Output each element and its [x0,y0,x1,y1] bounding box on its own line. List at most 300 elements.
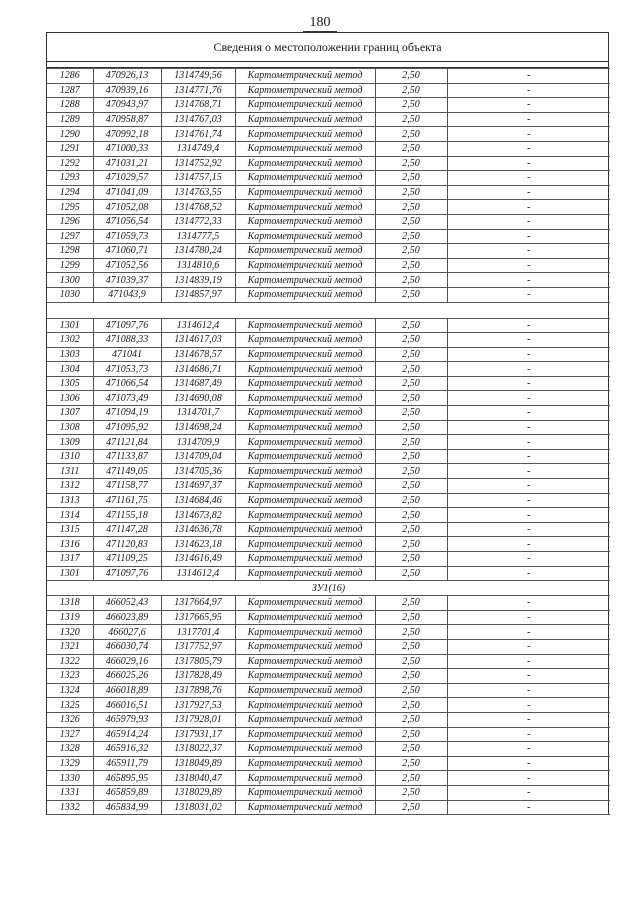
method-cell: Картометрический метод [235,229,375,244]
table-row [47,127,610,142]
method-cell: Картометрический метод [235,464,375,479]
accuracy-cell: 2,50 [375,537,447,552]
method-cell: Картометрический метод [235,273,375,288]
x-coordinate-cell: 471056,54 [93,214,161,229]
method-cell: Картометрический метод [235,698,375,713]
point-number-cell: 1297 [47,229,93,244]
table-row [47,479,610,494]
description-cell: - [447,508,610,523]
y-coordinate-cell: 1314777,5 [161,229,235,244]
description-cell: - [447,287,610,302]
accuracy-cell: 2,50 [375,214,447,229]
y-coordinate-cell: 1314673,82 [161,508,235,523]
accuracy-cell: 2,50 [375,185,447,200]
x-coordinate-cell: 471041 [93,347,161,362]
accuracy-cell: 2,50 [375,596,447,611]
accuracy-cell: 2,50 [375,698,447,713]
description-cell: - [447,785,610,800]
method-cell: Картометрический метод [235,654,375,669]
point-number-cell: 1300 [47,273,93,288]
table-row [47,171,610,186]
description-cell: - [447,391,610,406]
table-row [47,625,610,640]
description-cell: - [447,318,610,333]
y-coordinate-cell: 1317664,97 [161,596,235,611]
x-coordinate-cell: 471095,92 [93,420,161,435]
x-coordinate-cell: 471097,76 [93,566,161,581]
y-coordinate-cell: 1314697,37 [161,479,235,494]
point-number-cell: 1301 [47,566,93,581]
x-coordinate-cell: 471052,56 [93,258,161,273]
accuracy-cell: 2,50 [375,522,447,537]
y-coordinate-cell: 1317931,17 [161,727,235,742]
x-coordinate-cell: 471097,76 [93,318,161,333]
point-number-cell: 1331 [47,785,93,800]
section-label-row [47,581,610,596]
accuracy-cell: 2,50 [375,654,447,669]
method-cell: Картометрический метод [235,333,375,348]
accuracy-cell: 2,50 [375,742,447,757]
point-number-cell: 1313 [47,493,93,508]
y-coordinate-cell: 1314763,55 [161,185,235,200]
accuracy-cell: 2,50 [375,464,447,479]
x-coordinate-cell: 471066,54 [93,376,161,391]
x-coordinate-cell: 466052,43 [93,596,161,611]
method-cell: Картометрический метод [235,406,375,421]
table-row [47,200,610,215]
section-label: ЗУ1(16) [47,581,610,596]
point-number-cell: 1301 [47,318,93,333]
point-number-cell: 1320 [47,625,93,640]
description-cell: - [447,273,610,288]
y-coordinate-cell: 1314678,57 [161,347,235,362]
accuracy-cell: 2,50 [375,273,447,288]
description-cell: - [447,566,610,581]
point-number-cell: 1327 [47,727,93,742]
table-row [47,771,610,786]
table-row [47,376,610,391]
accuracy-cell: 2,50 [375,493,447,508]
description-cell: - [447,406,610,421]
table-row [47,610,610,625]
table-row [47,435,610,450]
accuracy-cell: 2,50 [375,800,447,815]
table-row [47,537,610,552]
method-cell: Картометрический метод [235,69,375,84]
accuracy-cell: 2,50 [375,566,447,581]
y-coordinate-cell: 1314749,56 [161,69,235,84]
description-cell: - [447,742,610,757]
table-row [47,508,610,523]
table-row [47,112,610,127]
accuracy-cell: 2,50 [375,112,447,127]
x-coordinate-cell: 466018,89 [93,683,161,698]
table-row [47,83,610,98]
point-number-cell: 1293 [47,171,93,186]
accuracy-cell: 2,50 [375,156,447,171]
table-row [47,639,610,654]
y-coordinate-cell: 1314780,24 [161,244,235,259]
y-coordinate-cell: 1317928,01 [161,712,235,727]
x-coordinate-cell: 470926,13 [93,69,161,84]
accuracy-cell: 2,50 [375,333,447,348]
point-number-cell: 1315 [47,522,93,537]
accuracy-cell: 2,50 [375,98,447,113]
description-cell: - [447,464,610,479]
method-cell: Картометрический метод [235,156,375,171]
point-number-cell: 1317 [47,552,93,567]
x-coordinate-cell: 471133,87 [93,449,161,464]
x-coordinate-cell: 471000,33 [93,141,161,156]
accuracy-cell: 2,50 [375,347,447,362]
point-number-cell: 1305 [47,376,93,391]
method-cell: Картометрический метод [235,127,375,142]
y-coordinate-cell: 1318031,02 [161,800,235,815]
point-number-cell: 1326 [47,712,93,727]
table-row [47,566,610,581]
point-number-cell: 1330 [47,771,93,786]
method-cell: Картометрический метод [235,742,375,757]
y-coordinate-cell: 1317701,4 [161,625,235,640]
accuracy-cell: 2,50 [375,229,447,244]
description-cell: - [447,214,610,229]
x-coordinate-cell: 471029,57 [93,171,161,186]
method-cell: Картометрический метод [235,771,375,786]
x-coordinate-cell: 470939,16 [93,83,161,98]
method-cell: Картометрический метод [235,508,375,523]
description-cell: - [447,141,610,156]
table-row [47,464,610,479]
method-cell: Картометрический метод [235,479,375,494]
accuracy-cell: 2,50 [375,258,447,273]
point-number-cell: 1298 [47,244,93,259]
accuracy-cell: 2,50 [375,127,447,142]
y-coordinate-cell: 1318040,47 [161,771,235,786]
x-coordinate-cell: 466016,51 [93,698,161,713]
y-coordinate-cell: 1314690,08 [161,391,235,406]
point-number-cell: 1290 [47,127,93,142]
table-row [47,229,610,244]
point-number-cell: 1288 [47,98,93,113]
point-number-cell: 1322 [47,654,93,669]
method-cell: Картометрический метод [235,141,375,156]
x-coordinate-cell: 471060,71 [93,244,161,259]
accuracy-cell: 2,50 [375,141,447,156]
y-coordinate-cell: 1314749,4 [161,141,235,156]
method-cell: Картометрический метод [235,785,375,800]
method-cell: Картометрический метод [235,610,375,625]
description-cell: - [447,200,610,215]
point-number-cell: 1299 [47,258,93,273]
method-cell: Картометрический метод [235,669,375,684]
method-cell: Картометрический метод [235,522,375,537]
x-coordinate-cell: 465895,95 [93,771,161,786]
method-cell: Картометрический метод [235,318,375,333]
point-number-cell: 1289 [47,112,93,127]
description-cell: - [447,479,610,494]
point-number-cell: 1295 [47,200,93,215]
table-row [47,493,610,508]
y-coordinate-cell: 1314757,15 [161,171,235,186]
description-cell: - [447,333,610,348]
y-coordinate-cell: 1314709,04 [161,449,235,464]
point-number-cell: 1309 [47,435,93,450]
accuracy-cell: 2,50 [375,756,447,771]
coordinates-table-body [47,69,610,815]
x-coordinate-cell: 471052,08 [93,200,161,215]
table-row [47,185,610,200]
point-number-cell: 1319 [47,610,93,625]
x-coordinate-cell: 471120,83 [93,537,161,552]
y-coordinate-cell: 1318022,37 [161,742,235,757]
point-number-cell: 1308 [47,420,93,435]
description-cell: - [447,771,610,786]
table-row [47,712,610,727]
x-coordinate-cell: 471158,77 [93,479,161,494]
description-cell: - [447,698,610,713]
point-number-cell: 1304 [47,362,93,377]
x-coordinate-cell: 465834,99 [93,800,161,815]
table-row [47,654,610,669]
method-cell: Картометрический метод [235,391,375,406]
table-row [47,406,610,421]
description-cell: - [447,69,610,84]
accuracy-cell: 2,50 [375,508,447,523]
y-coordinate-cell: 1314687,49 [161,376,235,391]
table-row [47,698,610,713]
y-coordinate-cell: 1314701,7 [161,406,235,421]
point-number-cell: 1030 [47,287,93,302]
accuracy-cell: 2,50 [375,69,447,84]
page-number: 180 [0,15,640,32]
coordinates-sheet [46,32,609,815]
description-cell: - [447,347,610,362]
x-coordinate-cell: 471109,25 [93,552,161,567]
method-cell: Картометрический метод [235,727,375,742]
table-row [47,318,610,333]
description-cell: - [447,669,610,684]
description-cell: - [447,596,610,611]
description-cell: - [447,98,610,113]
method-cell: Картометрический метод [235,493,375,508]
accuracy-cell: 2,50 [375,171,447,186]
method-cell: Картометрический метод [235,683,375,698]
y-coordinate-cell: 1314617,03 [161,333,235,348]
accuracy-cell: 2,50 [375,683,447,698]
x-coordinate-cell: 466023,89 [93,610,161,625]
point-number-cell: 1287 [47,83,93,98]
description-cell: - [447,376,610,391]
method-cell: Картометрический метод [235,83,375,98]
method-cell: Картометрический метод [235,98,375,113]
table-row [47,756,610,771]
method-cell: Картометрический метод [235,566,375,581]
point-number-cell: 1303 [47,347,93,362]
point-number-cell: 1316 [47,537,93,552]
x-coordinate-cell: 471147,28 [93,522,161,537]
x-coordinate-cell: 466030,74 [93,639,161,654]
table-row [47,98,610,113]
y-coordinate-cell: 1314767,03 [161,112,235,127]
y-coordinate-cell: 1314768,71 [161,98,235,113]
point-number-cell: 1324 [47,683,93,698]
x-coordinate-cell: 465916,32 [93,742,161,757]
point-number-cell: 1302 [47,333,93,348]
y-coordinate-cell: 1314705,36 [161,464,235,479]
method-cell: Картометрический метод [235,756,375,771]
x-coordinate-cell: 471059,73 [93,229,161,244]
point-number-cell: 1307 [47,406,93,421]
table-row [47,273,610,288]
method-cell: Картометрический метод [235,449,375,464]
table-row [47,244,610,259]
x-coordinate-cell: 471041,09 [93,185,161,200]
y-coordinate-cell: 1314612,4 [161,566,235,581]
x-coordinate-cell: 470943,97 [93,98,161,113]
table-row [47,141,610,156]
method-cell: Картометрический метод [235,537,375,552]
x-coordinate-cell: 466027,6 [93,625,161,640]
accuracy-cell: 2,50 [375,420,447,435]
x-coordinate-cell: 471043,9 [93,287,161,302]
description-cell: - [447,185,610,200]
x-coordinate-cell: 466025,26 [93,669,161,684]
y-coordinate-cell: 1317665,95 [161,610,235,625]
x-coordinate-cell: 470992,18 [93,127,161,142]
x-coordinate-cell: 471161,75 [93,493,161,508]
point-number-cell: 1329 [47,756,93,771]
table-row [47,69,610,84]
coordinates-table [47,68,610,815]
table-row [47,683,610,698]
y-coordinate-cell: 1317828,49 [161,669,235,684]
accuracy-cell: 2,50 [375,318,447,333]
point-number-cell: 1325 [47,698,93,713]
table-row [47,669,610,684]
table-row [47,449,610,464]
x-coordinate-cell: 471031,21 [93,156,161,171]
y-coordinate-cell: 1318049,89 [161,756,235,771]
x-coordinate-cell: 471088,33 [93,333,161,348]
method-cell: Картометрический метод [235,185,375,200]
x-coordinate-cell: 465979,93 [93,712,161,727]
description-cell: - [447,683,610,698]
y-coordinate-cell: 1314709,9 [161,435,235,450]
table-row [47,742,610,757]
y-coordinate-cell: 1314761,74 [161,127,235,142]
table-row [47,785,610,800]
accuracy-cell: 2,50 [375,287,447,302]
method-cell: Картометрический метод [235,244,375,259]
method-cell: Картометрический метод [235,200,375,215]
method-cell: Картометрический метод [235,552,375,567]
point-number-cell: 1292 [47,156,93,171]
table-row [47,287,610,302]
y-coordinate-cell: 1314636,78 [161,522,235,537]
point-number-cell: 1312 [47,479,93,494]
table-row [47,596,610,611]
point-number-cell: 1328 [47,742,93,757]
description-cell: - [447,83,610,98]
table-row [47,552,610,567]
accuracy-cell: 2,50 [375,200,447,215]
accuracy-cell: 2,50 [375,712,447,727]
y-coordinate-cell: 1314686,71 [161,362,235,377]
accuracy-cell: 2,50 [375,479,447,494]
description-cell: - [447,156,610,171]
accuracy-cell: 2,50 [375,449,447,464]
sheet-title: Сведения о местоположении границ объекта [47,33,608,62]
table-row [47,362,610,377]
description-cell: - [447,244,610,259]
description-cell: - [447,449,610,464]
method-cell: Картометрический метод [235,596,375,611]
y-coordinate-cell: 1314768,52 [161,200,235,215]
y-coordinate-cell: 1317927,53 [161,698,235,713]
accuracy-cell: 2,50 [375,435,447,450]
description-cell: - [447,537,610,552]
table-row [47,347,610,362]
description-cell: - [447,229,610,244]
x-coordinate-cell: 465859,89 [93,785,161,800]
method-cell: Картометрический метод [235,347,375,362]
description-cell: - [447,727,610,742]
y-coordinate-cell: 1317898,76 [161,683,235,698]
description-cell: - [447,639,610,654]
accuracy-cell: 2,50 [375,376,447,391]
accuracy-cell: 2,50 [375,727,447,742]
y-coordinate-cell: 1314684,46 [161,493,235,508]
point-number-cell: 1294 [47,185,93,200]
x-coordinate-cell: 471155,18 [93,508,161,523]
description-cell: - [447,258,610,273]
table-row [47,214,610,229]
point-number-cell: 1296 [47,214,93,229]
x-coordinate-cell: 470958,87 [93,112,161,127]
x-coordinate-cell: 471121,84 [93,435,161,450]
accuracy-cell: 2,50 [375,625,447,640]
point-number-cell: 1310 [47,449,93,464]
table-row [47,391,610,406]
accuracy-cell: 2,50 [375,669,447,684]
table-row [47,522,610,537]
point-number-cell: 1311 [47,464,93,479]
method-cell: Картометрический метод [235,376,375,391]
point-number-cell: 1332 [47,800,93,815]
y-coordinate-cell: 1314772,33 [161,214,235,229]
method-cell: Картометрический метод [235,712,375,727]
description-cell: - [447,552,610,567]
table-row [47,800,610,815]
table-row [47,420,610,435]
method-cell: Картометрический метод [235,258,375,273]
point-number-cell: 1286 [47,69,93,84]
section-gap [47,302,610,318]
description-cell: - [447,610,610,625]
accuracy-cell: 2,50 [375,771,447,786]
table-row [47,727,610,742]
description-cell: - [447,171,610,186]
y-coordinate-cell: 1314857,97 [161,287,235,302]
y-coordinate-cell: 1318029,89 [161,785,235,800]
x-coordinate-cell: 471149,05 [93,464,161,479]
x-coordinate-cell: 466029,16 [93,654,161,669]
table-row [47,333,610,348]
method-cell: Картометрический метод [235,171,375,186]
description-cell: - [447,127,610,142]
x-coordinate-cell: 471073,49 [93,391,161,406]
point-number-cell: 1321 [47,639,93,654]
